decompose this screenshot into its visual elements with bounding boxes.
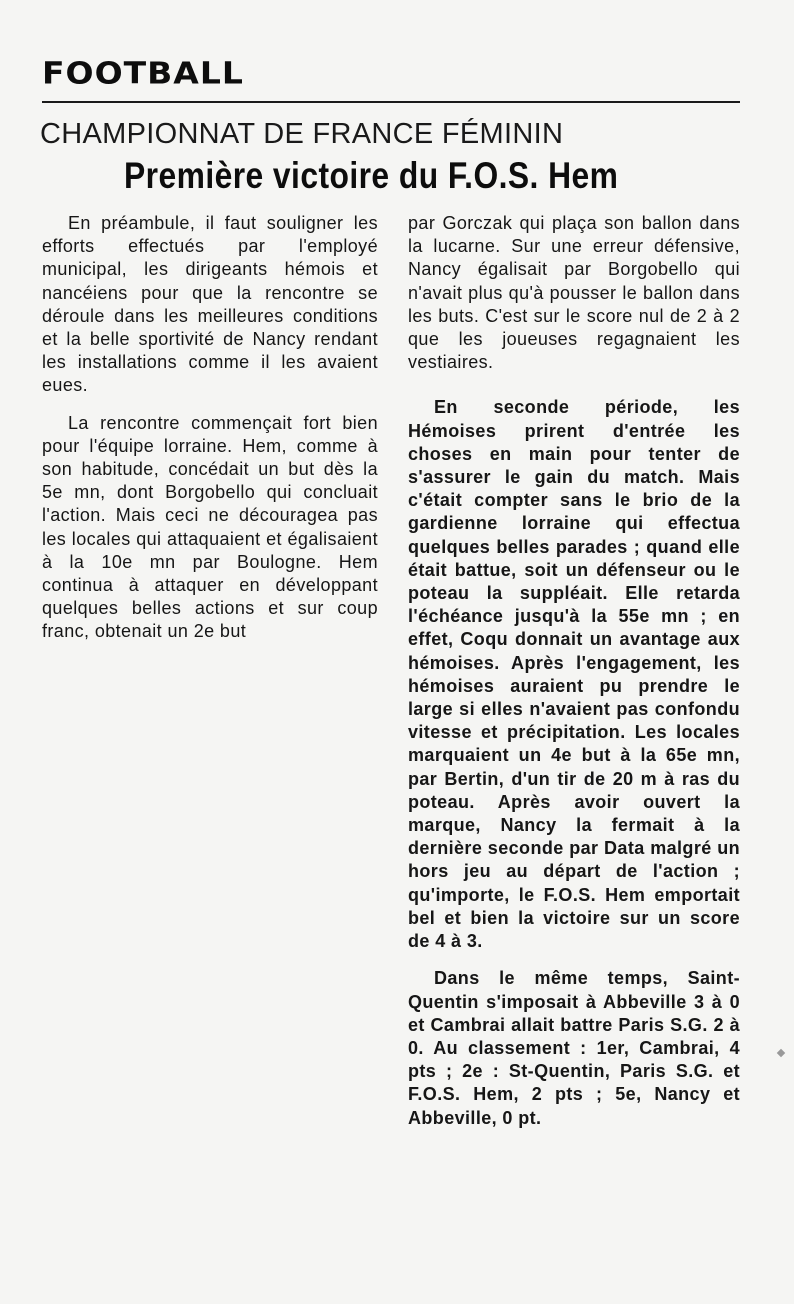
paragraph: La rencontre commençait fort bien pour l'équipe lorraine. Hem, comme à son habitude, concédait un but dès la 5e mn, dont Borgobello qui concluait l'action. Mais ceci ne découragea pas les locales qui attaquaient et égalisaient à la 10e mn par Boulogne. Hem continua à attaquer en développant quelques belles actions et sur coup franc, obtenait un 2e but <box>42 412 378 642</box>
paragraph: par Gorczak qui plaça son ballon dans la lucarne. Sur une erreur défensive, Nancy égalisait par Borgobello qui n'avait plus qu'à pousser le ballon dans les buts. C'est sur le score nul de 2 à 2 que les joueuses regagnaient les vestiaires. <box>408 213 740 373</box>
section-label: FOOTBALL <box>42 55 244 91</box>
right-column <box>408 212 740 1130</box>
paragraph: Dans le même temps, Saint-Quentin s'imposait à Abbeville 3 à 0 et Cambrai allait battre Paris S.G. 2 à 0. Au classement : 1er, Cambrai, 4 pts ; 2e : St-Quentin, Paris S.G. et F.O.S. Hem, 2 pts ; 5e, Nancy et Abbeville, 0 pt. <box>408 968 740 1128</box>
article-headline: Première victoire du F.O.S. Hem <box>124 155 619 196</box>
paragraph: En seconde période, les Hémoises prirent d'entrée les choses en main pour tenter de s'assurer le gain du match. Mais c'était compter sans le brio de la gardienne lorraine qui effectua quelques belles parades ; quand elle était battue, soit un défenseur ou le poteau la suppléait. Elle retarda l'échéance jusqu'à la 55e mn ; en effet, Coqu donnait un avantage aux hémoises. Après l'engagement, les hémoises auraient pu prendre le large si elles n'avaient pas confondu vitesse et précipitation. Les locales marquaient un 4e but à la 65e mn, par Bertin, d'un tir de 20 m à ras du poteau. Après avoir ouvert la marque, Nancy la fermait à la dernière seconde par Data malgré un hors jeu au départ de l'action ; qu'importe, le F.O.S. Hem emportait bel et bien la victoire sur un score de 4 à 3. <box>408 397 740 952</box>
article-kicker: CHAMPIONNAT DE FRANCE FÉMININ <box>40 118 564 150</box>
section-rule <box>42 101 740 103</box>
left-column <box>42 212 378 644</box>
paper-speck <box>777 1049 785 1057</box>
paragraph: En préambule, il faut souligner les efforts effectués par l'employé municipal, les dirigeants hémois et nancéiens pour que la rencontre se déroule dans les meilleures conditions et la belle sportivité de Nancy rendant les installations comme il les avaient eues. <box>42 213 378 396</box>
